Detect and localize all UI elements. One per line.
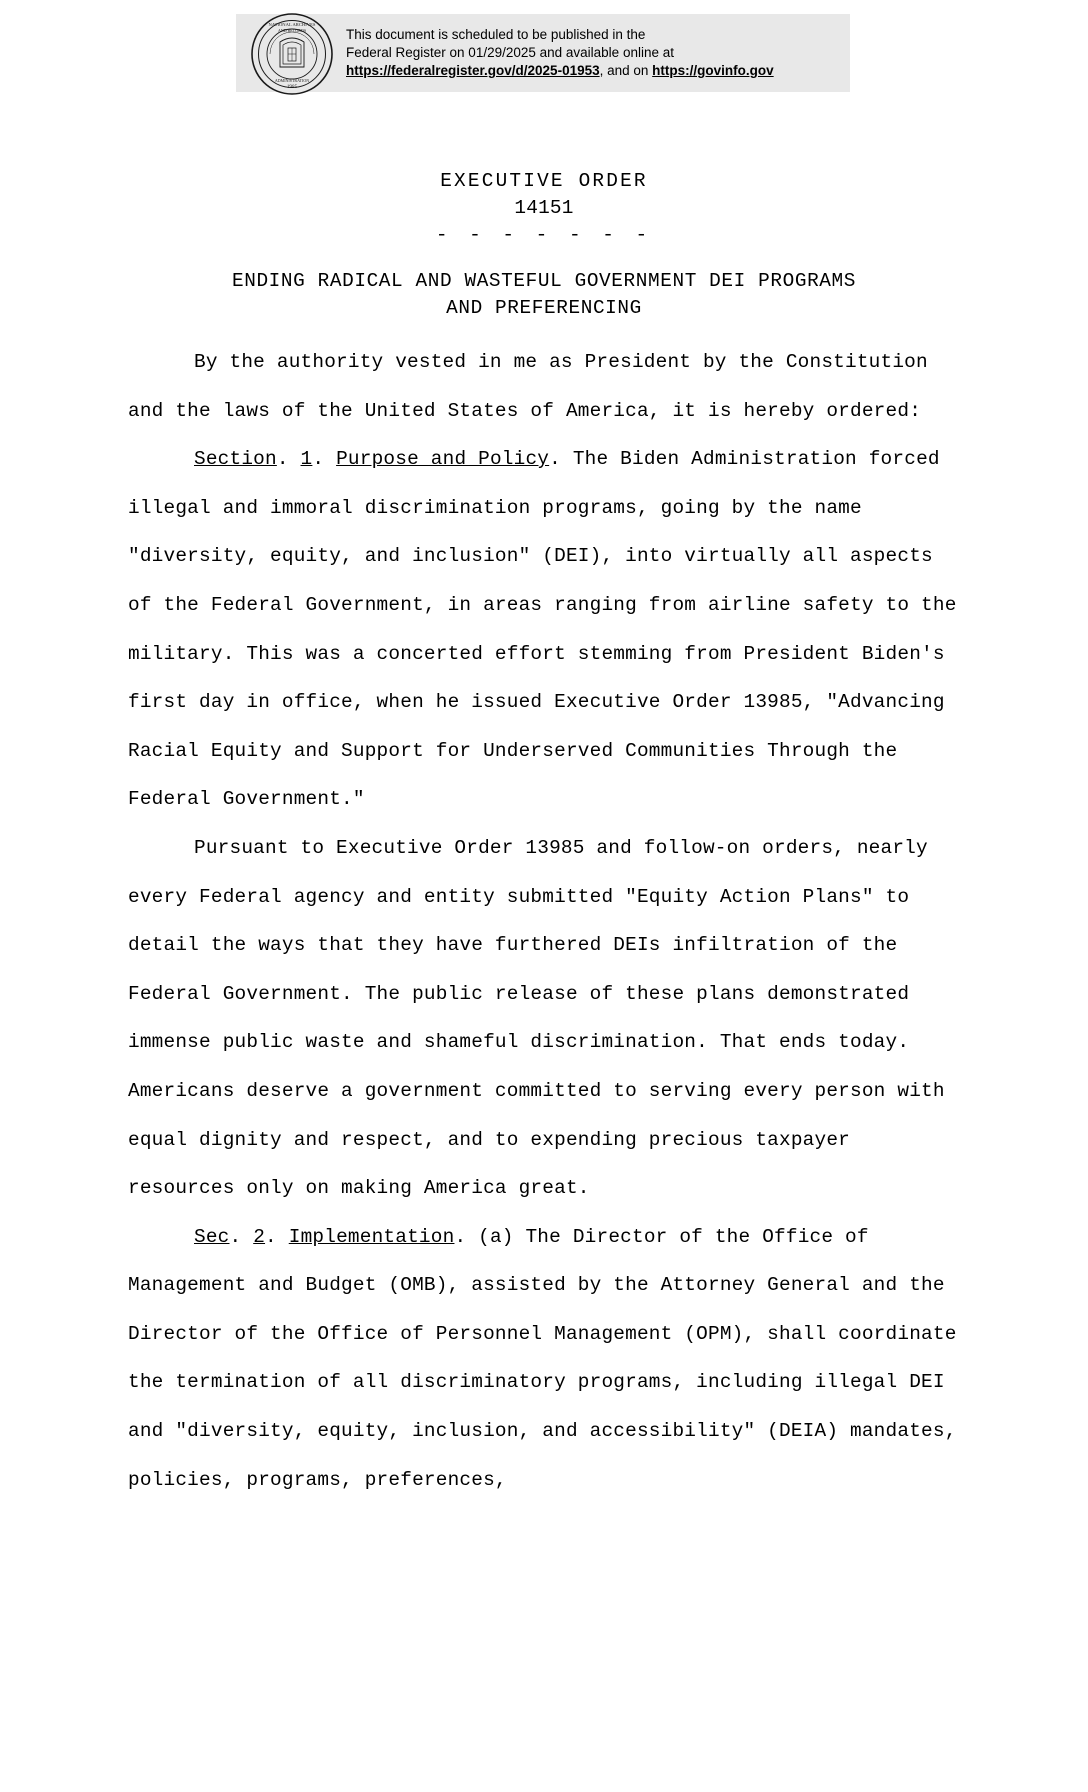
section-2-text: . (a) The Director of the Office of Management and Budget (OMB), assisted by the Attorney General and the Director of the Office of Personnel Management (OPM), shall coordinate the termination of all discriminatory programs, including illegal DEI and "diversity, equity, inclusion, and accessibility" (DEIA) mandates, policies, programs, preferences,: [128, 1225, 957, 1491]
section-1-label: Section: [194, 448, 277, 471]
section-1-title: Purpose and Policy: [336, 448, 550, 471]
federal-register-banner: [236, 14, 850, 92]
banner-text: [346, 26, 774, 80]
svg-text:AND RECORDS: AND RECORDS: [277, 28, 307, 33]
section-2-number: 2: [253, 1225, 266, 1248]
national-archives-seal-icon: [250, 12, 334, 96]
section-2-title: Implementation: [288, 1225, 455, 1248]
govinfo-link[interactable]: https://govinfo.gov: [652, 63, 774, 78]
subject-line-2: AND PREFERENCING: [446, 297, 642, 319]
document-heading: EXECUTIVE ORDER: [440, 170, 648, 192]
document-title-block: [0, 168, 1088, 249]
svg-text:1985: 1985: [286, 84, 298, 90]
paragraph-section-1: Section. 1. Purpose and Policy. The Biden Administration forced illegal and immoral discrimination programs, going by the name "diversity, equity, and inclusion" (DEI), into virtually all aspects of the Federal Government, in areas ranging from airline safety to the military. This was a concerted effort stemming from President Biden's first day in office, when he issued Executive Order 13985, "Advancing Racial Equity and Support for Underserved Communities Through the Federal Government.": [128, 448, 957, 811]
banner-line-1: This document is scheduled to be published in the: [346, 27, 646, 42]
banner-line-2: Federal Register on 01/29/2025 and available online at: [346, 45, 674, 60]
title-divider: - - - - - - -: [435, 224, 653, 246]
federal-register-link[interactable]: https://federalregister.gov/d/2025-01953: [346, 63, 600, 78]
svg-text:NATIONAL ARCHIVES: NATIONAL ARCHIVES: [268, 22, 316, 27]
paragraph-equity-action-plans: Pursuant to Executive Order 13985 and follow-on orders, nearly every Federal agency and entity submitted "Equity Action Plans" to detail the ways that they have furthered DEIs infiltration of the Federal Government. The public release of these plans demonstrated immense public waste and shameful discrimination. That ends today. Americans deserve a government committed to serving every person with equal dignity and respect, and to expending precious taxpayer resources only on making America great.: [128, 836, 945, 1200]
document-subject: [0, 268, 1088, 322]
document-number: 14151: [514, 197, 574, 219]
banner-conjunction: , and on: [599, 63, 653, 78]
banner-line-3: [346, 62, 774, 80]
paragraph-section-2: Sec. 2. Implementation. (a) The Director of the Office of Management and Budget (OMB), assisted by the Attorney General and the Director of the Office of Personnel Management (OPM), shall coordinate the termination of all discriminatory programs, including illegal DEI and "diversity, equity, inclusion, and accessibility" (DEIA) mandates, policies, programs, preferences,: [128, 1225, 957, 1491]
section-2-label: Sec: [194, 1225, 230, 1248]
section-1-number: 1: [300, 448, 313, 471]
subject-line-1: ENDING RADICAL AND WASTEFUL GOVERNMENT DEI PROGRAMS: [231, 270, 857, 292]
svg-text:ADMINISTRATION: ADMINISTRATION: [274, 78, 310, 83]
document-body: [128, 338, 968, 1504]
paragraph-authority: By the authority vested in me as President by the Constitution and the laws of the United States of America, it is hereby ordered:: [128, 351, 928, 422]
section-1-text: . The Biden Administration forced illegal and immoral discrimination programs, going by the name "diversity, equity, and inclusion" (DEI), into virtually all aspects of the Federal Government, in areas ranging from airline safety to the military. This was a concerted effort stemming from President Biden's first day in office, when he issued Executive Order 13985, "Advancing Racial Equity and Support for Underserved Communities Through the Federal Government.": [128, 448, 957, 811]
